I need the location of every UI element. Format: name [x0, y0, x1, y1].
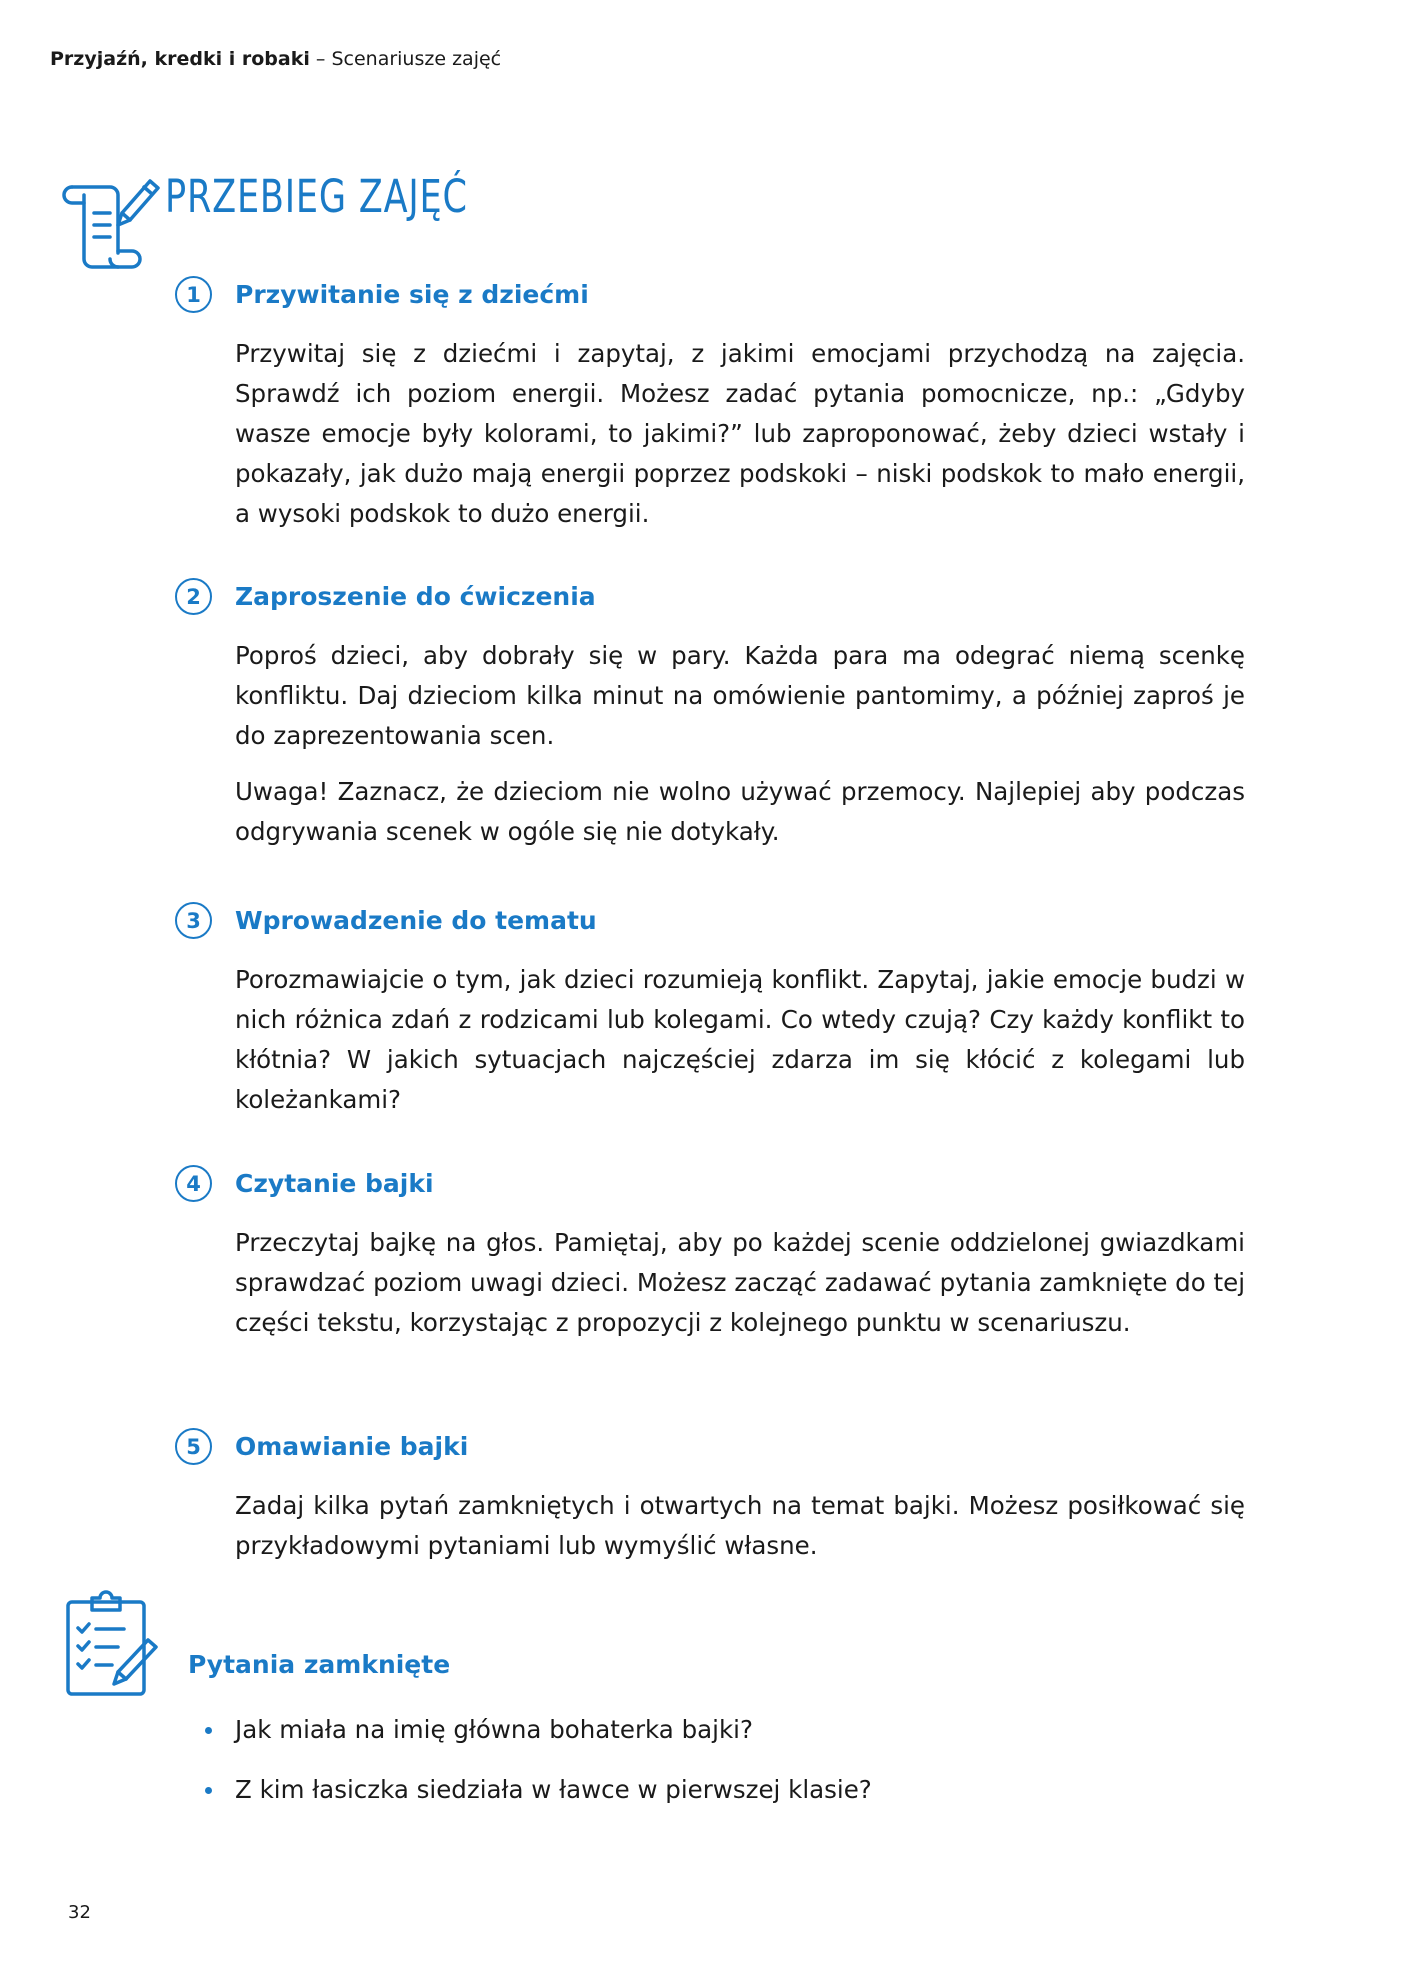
section-title: PRZEBIEG ZAJĘĆ [165, 170, 468, 223]
step-1 [175, 276, 1245, 534]
step-paragraph: Porozmawiajcie o tym, jak dzieci rozumieją konflikt. Zapytaj, jakie emocje budzi w nich różnica zdań z rodzicami lub kolegami. Co wtedy czują? Czy każdy konflikt to kłótnia? W jakich sytuacjach najczęściej zdarza im się kłócić z kolegami lub koleżankami? [235, 965, 1245, 1114]
step-number: 3 [175, 902, 212, 939]
step-paragraph: Uwaga! Zaznacz, że dzieciom nie wolno używać przemocy. Najlepiej aby podczas odgrywania scenek w ogóle się nie dotykały. [235, 777, 1245, 846]
page-number: 32 [68, 1902, 91, 1923]
step-number: 2 [175, 578, 212, 615]
step-paragraph: Zadaj kilka pytań zamkniętych i otwartych na temat bajki. Możesz posiłkować się przykładowymi pytaniami lub wymyślić własne. [235, 1491, 1245, 1560]
step-title: Zaproszenie do ćwiczenia [235, 582, 596, 611]
list-item: Jak miała na imię główna bohaterka bajki? [200, 1712, 1240, 1748]
step-title: Omawianie bajki [235, 1432, 469, 1461]
step-2 [175, 578, 1245, 852]
step-paragraph: Przywitaj się z dziećmi i zapytaj, z jakimi emocjami przychodzą na zajęcia. Sprawdź ich poziom energii. Możesz zadać pytania pomocnicze, np.: „Gdyby wasze emocje były kolorami, to jakimi?” lub zaproponować, żeby dzieci wstały i pokazały, jak dużo mają energii poprzez podskoki – niski podskok to mało energii, a wysoki podskok to dużo energii. [235, 339, 1245, 528]
header-title-bold: Przyjaźń, kredki i robaki [50, 48, 310, 70]
step-title: Czytanie bajki [235, 1169, 434, 1198]
header-title-rest: – Scenariusze zajęć [315, 48, 502, 70]
clipboard-checklist-icon [62, 1588, 162, 1698]
step-number: 1 [175, 276, 212, 313]
list-item: Z kim łasiczka siedziała w ławce w pierwszej klasie? [200, 1772, 1240, 1808]
step-paragraph: Przeczytaj bajkę na głos. Pamiętaj, aby po każdej scenie oddzielonej gwiazdkami sprawdzać poziom uwagi dzieci. Możesz zacząć zadawać pytania zamknięte do tej części tekstu, korzystając z propozycji z kolejnego punktu w scenariuszu. [235, 1228, 1245, 1337]
step-title: Wprowadzenie do tematu [235, 906, 597, 935]
questions-title: Pytania zamknięte [188, 1650, 451, 1679]
step-number: 4 [175, 1165, 212, 1202]
step-4 [175, 1165, 1245, 1343]
step-5 [175, 1428, 1245, 1566]
step-paragraph: Poproś dzieci, aby dobrały się w pary. Każda para ma odegrać niemą scenkę konfliktu. Daj dzieciom kilka minut na omówienie pantomimy, a później zaproś je do zaprezentowania scen. [235, 641, 1245, 750]
running-header [50, 48, 501, 70]
questions-list [200, 1712, 1240, 1832]
step-3 [175, 902, 1245, 1120]
step-title: Przywitanie się z dziećmi [235, 280, 589, 309]
scroll-with-pen-icon [62, 165, 162, 270]
step-number: 5 [175, 1428, 212, 1465]
